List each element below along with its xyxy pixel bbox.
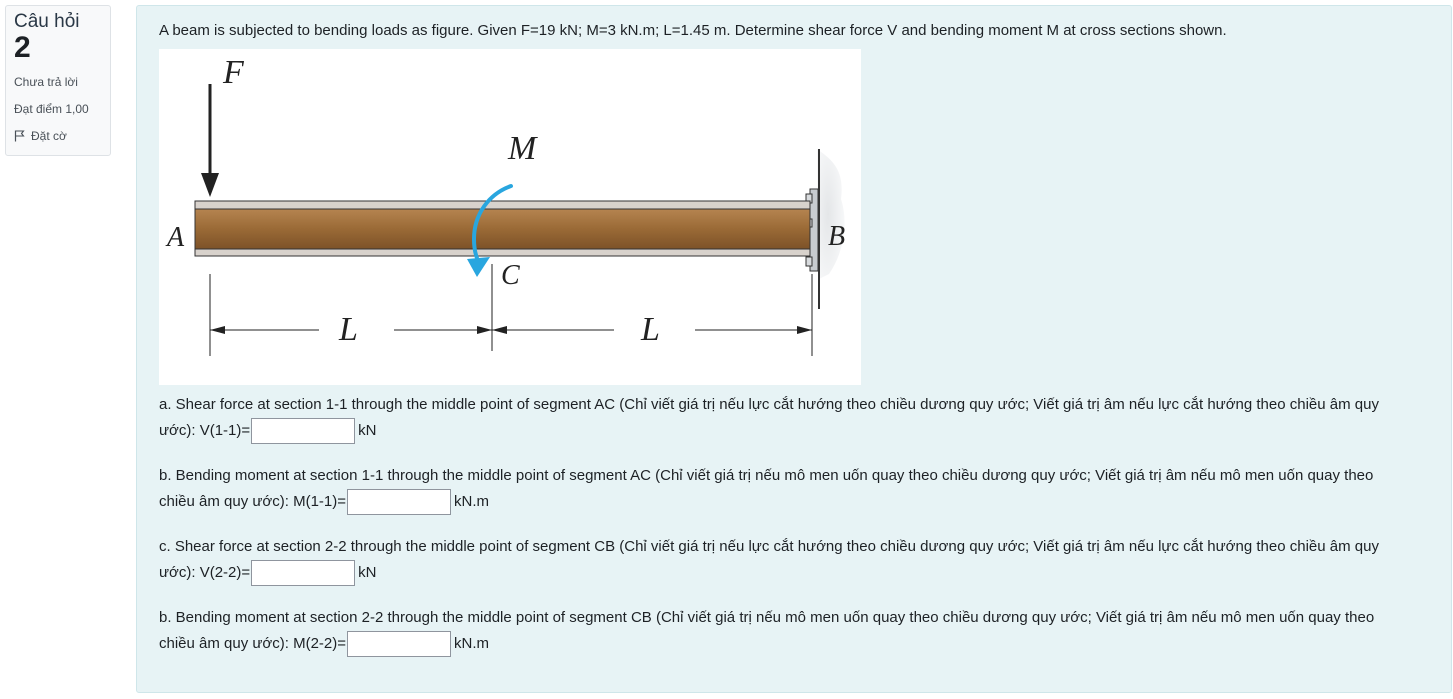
part-d-unit: kN.m (454, 635, 490, 652)
question-title: Câu hỏi (14, 11, 80, 32)
answer-part-c (159, 534, 1404, 586)
question-text: A beam is subjected to bending loads as figure. Given F=19 kN; M=3 kN.m; L=1.45 m. Determine shear force V and bending moment M at cross sections shown. (159, 22, 1227, 39)
label-L-CB: L (641, 311, 660, 348)
shear-force-1-1-input[interactable] (251, 418, 355, 444)
answer-part-b (159, 463, 1404, 515)
label-C: C (501, 260, 520, 291)
force-arrow (201, 173, 219, 197)
part-c-unit: kN (358, 564, 377, 581)
part-a-unit: kN (358, 422, 377, 439)
shear-force-2-2-input[interactable] (251, 560, 355, 586)
flag-label: Đặt cờ (31, 129, 67, 143)
question-status: Chưa trả lời (14, 75, 78, 89)
question-info-panel (5, 5, 111, 156)
wall-support (817, 149, 845, 279)
part-d-prompt: b. Bending moment at section 2-2 through the middle point of segment CB (Chỉ viết giá trị nếu mô men uốn quay theo chiều dương quy ước; Viết giá trị âm nếu mô men uốn quay theo chiều âm quy ước): M(2-2)= (159, 609, 1375, 652)
part-b-unit: kN.m (454, 493, 490, 510)
label-F: F (223, 54, 244, 91)
part-a-prompt: a. Shear force at section 1-1 through the middle point of segment AC (Chỉ viết giá trị nếu lực cắt hướng theo chiều dương quy ước; Viết giá trị âm nếu lực cắt hướng theo chiều âm quy ước): V(1-1)= (159, 396, 1379, 439)
answer-part-a (159, 392, 1404, 444)
bending-moment-1-1-input[interactable] (347, 489, 451, 515)
question-grade: Đạt điểm 1,00 (14, 102, 89, 116)
beam-figure (159, 49, 861, 385)
beam-bottom-flange (195, 249, 810, 256)
beam (195, 209, 810, 249)
part-b-prompt: b. Bending moment at section 1-1 through the middle point of segment AC (Chỉ viết giá trị nếu mô men uốn quay theo chiều dương quy ước; Viết giá trị âm nếu mô men uốn quay theo chiều âm quy ước): M(1-1)= (159, 467, 1374, 510)
part-c-prompt: c. Shear force at section 2-2 through the middle point of segment CB (Chỉ viết giá trị nếu lực cắt hướng theo chiều dương quy ước; Viết giá trị âm nếu lực cắt hướng theo chiều âm quy ước): V(2-2)= (159, 538, 1379, 581)
label-B: B (828, 221, 846, 252)
question-number: 2 (14, 31, 31, 64)
flag-question-link[interactable] (14, 129, 102, 143)
answer-part-d (159, 605, 1404, 657)
label-M: M (508, 130, 537, 167)
label-L-AC: L (339, 311, 358, 348)
beam-diagram (159, 49, 861, 385)
label-A: A (167, 222, 185, 253)
question-content (136, 5, 1452, 693)
beam-top-flange (195, 201, 810, 209)
bending-moment-2-2-input[interactable] (347, 631, 451, 657)
flag-icon (14, 130, 25, 142)
